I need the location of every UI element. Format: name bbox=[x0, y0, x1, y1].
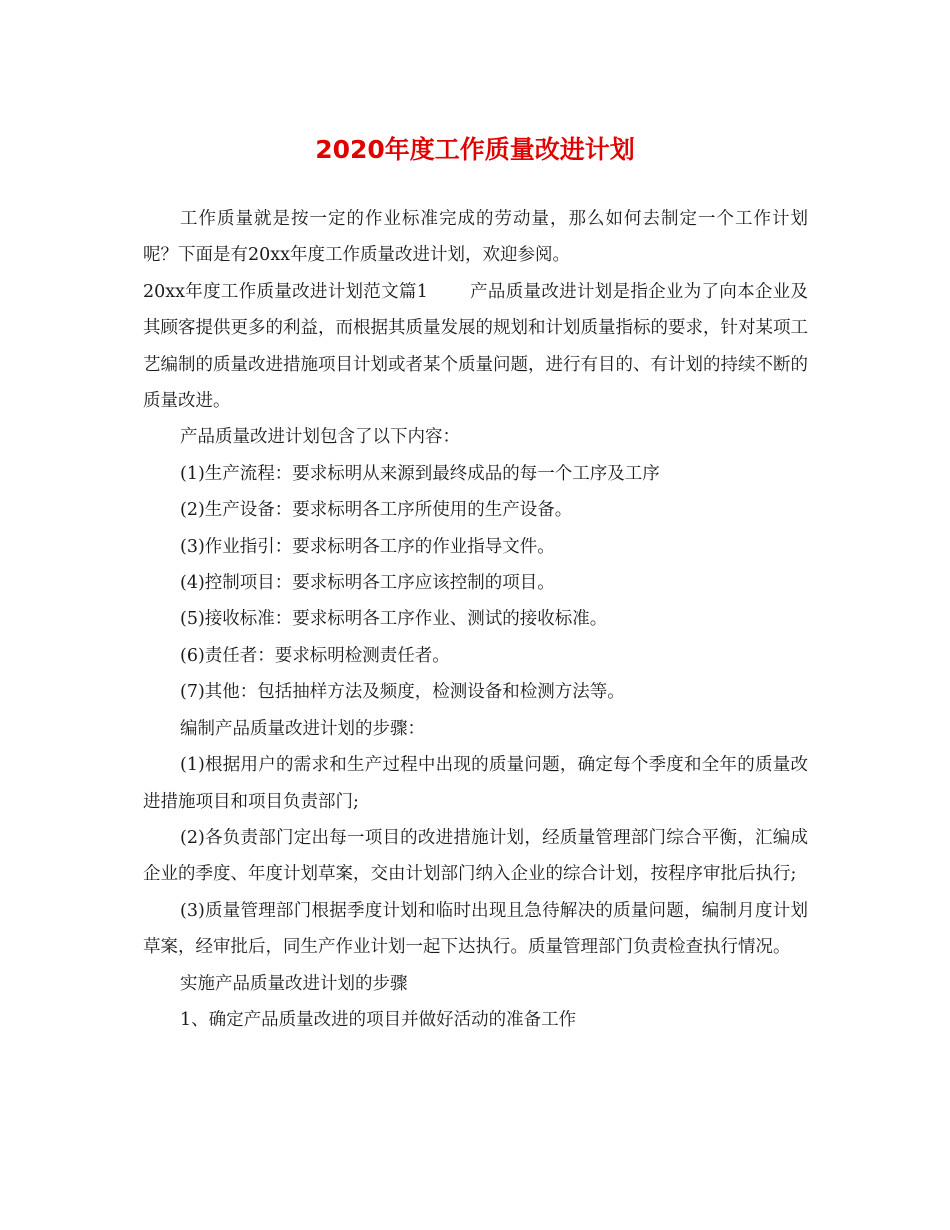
contents-item: (3)作业指引：要求标明各工序的作业指导文件。 bbox=[180, 536, 555, 557]
contents-item: (2)生产设备：要求标明各工序所使用的生产设备。 bbox=[180, 500, 573, 521]
contents-item: (1)生产流程：要求标明从来源到最终成品的每一个工序及工序 bbox=[180, 463, 660, 484]
impl-item: 1、确定产品质量改进的项目并做好活动的准备工作 bbox=[180, 1009, 577, 1030]
steps-item: (3)质量管理部门根据季度计划和临时出现且急待解决的质量问题，编制月度计划草案，经审批后，同生产作业计划一起下达执行。质量管理部门负责检查执行情况。 bbox=[143, 900, 808, 958]
contents-item: (5)接收标准：要求标明各工序作业、测试的接收标准。 bbox=[180, 609, 608, 630]
steps-lead: 编制产品质量改进计划的步骤： bbox=[180, 718, 425, 739]
section-paragraph bbox=[143, 274, 808, 420]
section-text: 产品质量改进计划是指企业为了向本企业及其顾客提供更多的利益，而根据其质量发展的规划和计划质量指标的要求，针对某项工艺编制的质量改进措施项目计划或者某个质量问题，进行有目的、有计划的持续不断的质量改进。 bbox=[143, 281, 809, 412]
contents-lead: 产品质量改进计划包含了以下内容： bbox=[180, 427, 460, 448]
intro-paragraph: 工作质量就是按一定的作业标准完成的劳动量，那么如何去制定一个工作计划呢？下面是有20xx年度工作质量改进计划，欢迎参阅。 bbox=[143, 209, 808, 266]
section-heading: 20xx年度工作质量改进计划范文篇1 bbox=[143, 281, 428, 302]
contents-item: (7)其他：包括抽样方法及频度，检测设备和检测方法等。 bbox=[180, 682, 625, 703]
impl-lead: 实施产品质量改进计划的步骤 bbox=[180, 973, 408, 994]
document-body bbox=[143, 201, 808, 1038]
steps-item: (2)各负责部门定出每一项目的改进措施计划，经质量管理部门综合平衡，汇编成企业的季度、年度计划草案，交由计划部门纳入企业的综合计划，按程序审批后执行; bbox=[143, 827, 808, 885]
document-title: 2020年度工作质量改进计划 bbox=[315, 135, 635, 164]
contents-item: (4)控制项目：要求标明各工序应该控制的项目。 bbox=[180, 573, 555, 594]
contents-item: (6)责任者：要求标明检测责任者。 bbox=[180, 645, 450, 666]
steps-item: (1)根据用户的需求和生产过程中出现的质量问题，确定每个季度和全年的质量改进措施项目和项目负责部门; bbox=[143, 755, 808, 812]
